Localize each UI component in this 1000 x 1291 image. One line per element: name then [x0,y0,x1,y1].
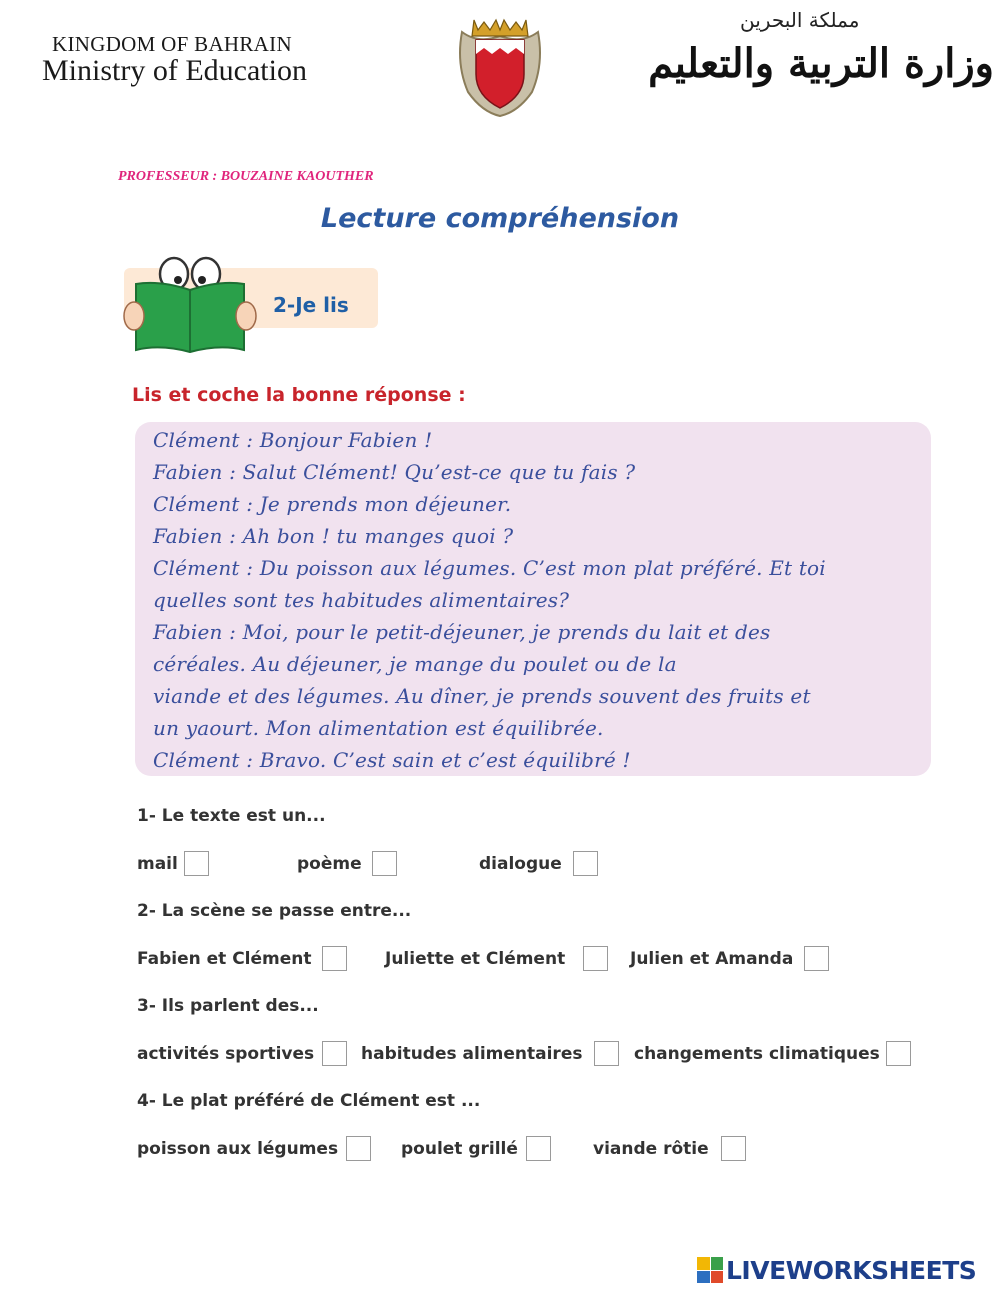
option-label: Fabien et Clément [137,948,312,969]
question-3-text: 3- Ils parlent des... [137,996,319,1016]
instruction-text: Lis et coche la bonne réponse : [132,384,466,406]
reading-book-icon [120,254,260,354]
arabic-kingdom-label: مملكة البحرين [740,8,860,32]
option-label: Juliette et Clément [385,948,566,969]
q3-option-activites [137,1041,347,1066]
option-label: poème [297,853,362,874]
q2-option-julien-amanda [630,946,829,971]
q4-checkbox-viande[interactable] [721,1136,746,1161]
q2-checkbox-juliette-clement[interactable] [583,946,608,971]
q2-checkbox-fabien-clement[interactable] [322,946,347,971]
q4-checkbox-poisson[interactable] [346,1136,371,1161]
q1-option-mail [137,851,209,876]
kingdom-label: KINGDOM OF BAHRAIN [52,32,292,56]
q1-checkbox-dialogue[interactable] [573,851,598,876]
option-label: changements climatiques [634,1043,880,1064]
q4-option-viande [593,1136,746,1161]
page-title: Lecture compréhension [320,203,680,234]
liveworksheets-brand: LIVEWORKSHEETS [726,1255,977,1285]
je-lis-label: 2-Je lis [273,293,349,317]
option-label: poisson aux légumes [137,1138,339,1159]
question-1-text: 1- Le texte est un... [137,806,326,826]
dialogue-text [153,424,923,776]
dialogue-line: céréales. Au déjeuner, je mange du poulet ou de la [153,652,677,676]
q3-checkbox-activites[interactable] [322,1041,347,1066]
dialogue-line: Fabien : Salut Clément! Qu’est-ce que tu fais ? [153,460,636,484]
option-label: Julien et Amanda [630,948,794,969]
liveworksheets-logo[interactable] [697,1255,997,1285]
option-label: poulet grillé [401,1138,518,1159]
bahrain-emblem-icon [452,14,548,118]
arabic-ministry-label: وزارة التربية والتعليم [648,40,994,87]
option-label: mail [137,853,178,874]
q4-checkbox-poulet[interactable] [526,1136,551,1161]
q1-checkbox-mail[interactable] [184,851,209,876]
q3-option-changements [634,1041,911,1066]
dialogue-line: viande et des légumes. Au dîner, je prends souvent des fruits et [153,684,811,708]
q1-option-poeme [297,851,397,876]
option-label: dialogue [479,853,562,874]
q4-option-poisson [137,1136,371,1161]
q2-option-fabien-clement [137,946,347,971]
question-2-text: 2- La scène se passe entre... [137,901,412,921]
teacher-name: PROFESSEUR : BOUZAINE KAOUTHER [118,169,374,184]
dialogue-line: un yaourt. Mon alimentation est équilibrée. [153,716,604,740]
q3-option-habitudes [361,1041,619,1066]
dialogue-line: Fabien : Ah bon ! tu manges quoi ? [153,524,514,548]
dialogue-line: Fabien : Moi, pour le petit-déjeuner, je prends du lait et des [153,620,771,644]
q1-option-dialogue [479,851,598,876]
dialogue-line: Clément : Je prends mon déjeuner. [153,492,512,516]
dialogue-line: Clément : Bravo. C’est sain et c’est équilibré ! [153,748,631,772]
dialogue-line: Clément : Du poisson aux légumes. C’est mon plat préféré. Et toi [153,556,826,580]
option-label: activités sportives [137,1043,315,1064]
q4-option-poulet [401,1136,551,1161]
liveworksheets-icon [697,1257,723,1283]
q2-option-juliette-clement [385,946,608,971]
q1-checkbox-poeme[interactable] [372,851,397,876]
dialogue-line: quelles sont tes habitudes alimentaires? [153,588,570,612]
option-label: viande rôtie [593,1138,709,1159]
dialogue-line: Clément : Bonjour Fabien ! [153,428,433,452]
question-4-text: 4- Le plat préféré de Clément est ... [137,1091,481,1111]
q2-checkbox-julien-amanda[interactable] [804,946,829,971]
q3-checkbox-habitudes[interactable] [594,1041,619,1066]
option-label: habitudes alimentaires [361,1043,583,1064]
ministry-label: Ministry of Education [42,54,307,87]
q3-checkbox-changements[interactable] [886,1041,911,1066]
